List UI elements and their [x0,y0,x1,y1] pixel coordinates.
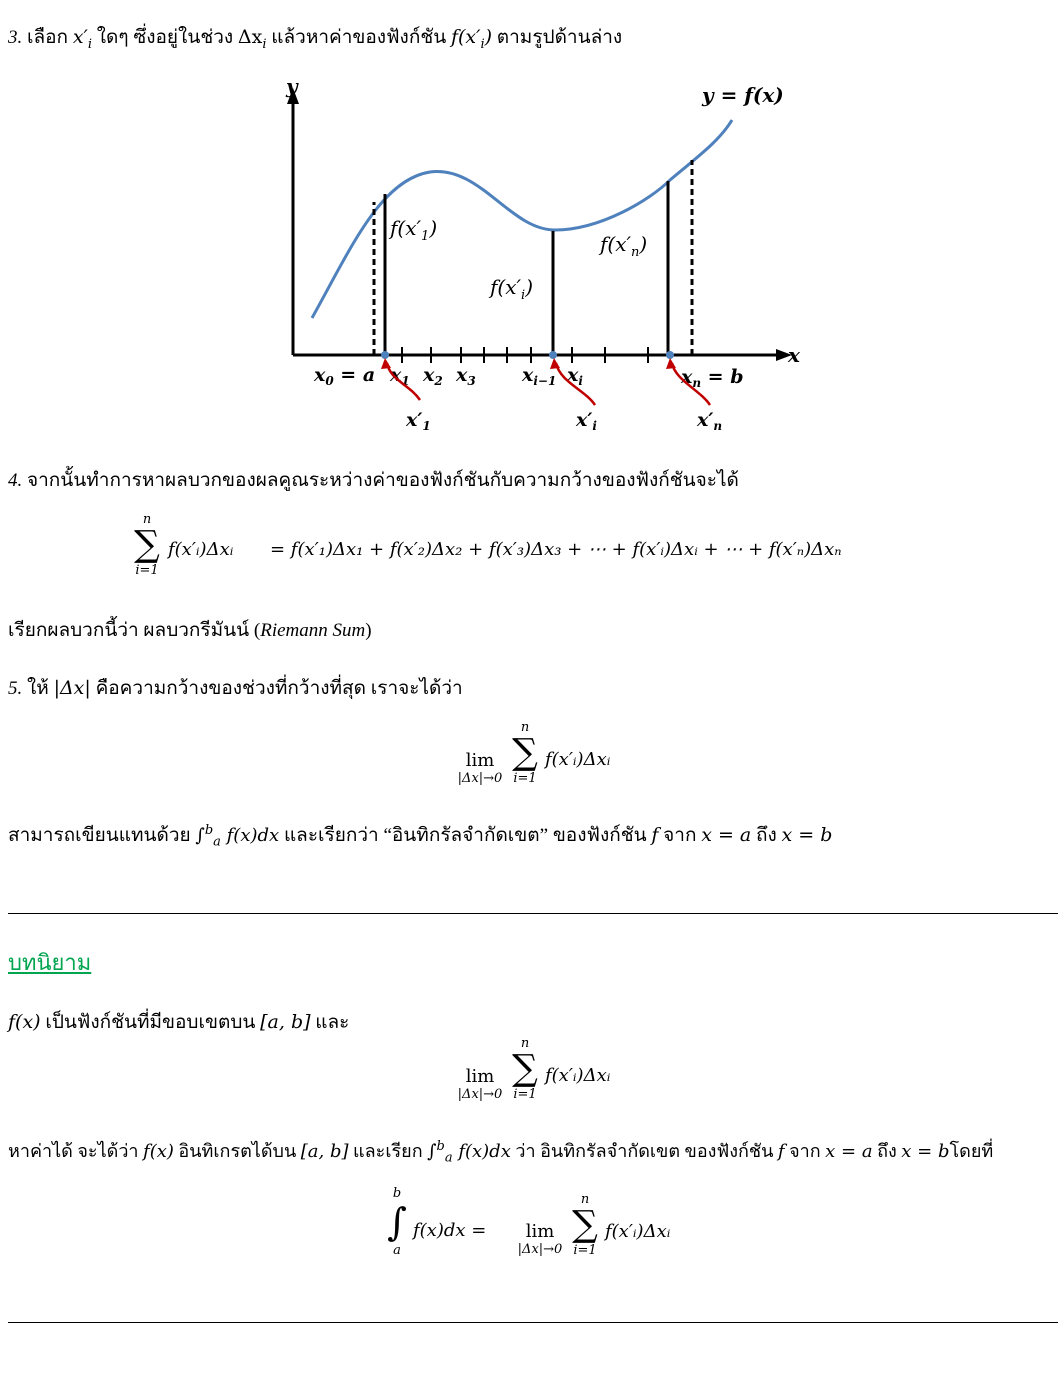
sum-operator: n ∑ i=1 [134,512,160,578]
svg-text:xi: $x_i$ [567,364,583,388]
label-f-xn: $f(x'_n)$ [600,232,648,260]
riemann-figure [270,70,830,440]
limit-equation: lim |Δx|→0 n ∑ i=1 f(x′ᵢ)Δxᵢ [457,720,611,786]
definition-line2: หาค่าได้ จะได้ว่า f(x) อินทิเกรตได้บน [a, b] และเรียก ∫$^b_a$ f(x)dx ว่า อินทิกรัลจำกัดเขต ของฟังก์ชัน f จาก x = a ถึง x = bโดยที่ [8,1139,994,1166]
svg-text:x2: $x_2$ [423,364,443,388]
label-f-xi: $f(x'_i)$ [490,275,534,303]
svg-text:xn = b: $x_n = b$ [681,366,744,390]
y-axis-label: y [286,74,298,98]
sum-lhs: f(x′ᵢ)Δxᵢ [168,539,234,560]
step3-line: 3. เลือก $x'_i$ ใดๆ ซึ่งอยู่ในช่วง $\Delta x_i$ แล้วหาค่าของฟังก์ชัน $f(x'_i)$ ตามรูปด้านล่าง [8,26,623,52]
step5-line: 5. ให้ |Δx| คือความกว้างของช่วงที่กว้างที่สุด เราจะได้ว่า [8,677,463,699]
prime-labels [405,409,722,433]
point-xnprime [666,351,674,359]
definition-limit: lim |Δx|→0 n ∑ i=1 f(x′ᵢ)Δxᵢ [457,1036,611,1102]
curve-label: y = f(x) [702,83,784,107]
step3-number: 3. [8,27,23,48]
point-x1prime [381,351,389,359]
definition-final-equation: b ∫ a f(x)dx = lim |Δx|→0 n ∑ i=1 f(x′ᵢ)Δxᵢ [387,1186,671,1258]
step4-line: 4. จากนั้นทำการหาผลบวกของผลคูณระหว่างค่าของฟังก์ชันกับความกว้างของฟังก์ชันจะได้ [8,470,739,491]
riemann-sum-line: เรียกผลบวกนี้ว่า ผลบวกรีมันน์ (Riemann Sum) [8,620,372,641]
divider-bottom [8,1322,1058,1323]
svg-text:x′1: $x'_1$ [406,409,431,433]
svg-text:xi−1: $x_{i-1}$ [522,364,557,388]
integral-line: สามารถเขียนแทนด้วย ∫$^b_a$ f(x)dx และเรียกว่า “อินทิกรัลจำกัดเขต” ของฟังก์ชัน f จาก x = a ถึง x = b [8,823,833,850]
svg-text:x′i: $x'_i$ [576,409,597,433]
svg-text:x1: $x_1$ [390,364,410,388]
x-axis-label: x [788,343,800,367]
svg-text:x0 = a: $x_0 = a$ [314,364,376,388]
svg-text:x3: $x_3$ [456,364,476,388]
svg-text:x′n: $x'_n$ [697,409,723,433]
definition-line1: f(x) เป็นฟังก์ชันที่มีขอบเขตบน [a, b] และ [8,1011,350,1033]
sum-rhs: = f(x′₁)Δx₁ + f(x′₂)Δx₂ + f(x′₃)Δx₃ + ⋯ + f(x′ᵢ)Δxᵢ + ⋯ + f(x′ₙ)Δxₙ [270,539,842,560]
point-xiprime [549,351,557,359]
definition-title-link[interactable]: บทนิยาม [8,950,92,975]
label-f-x1: $f(x'_1)$ [390,216,438,244]
divider-top [8,913,1058,914]
riemann-sum-equation [130,512,960,592]
